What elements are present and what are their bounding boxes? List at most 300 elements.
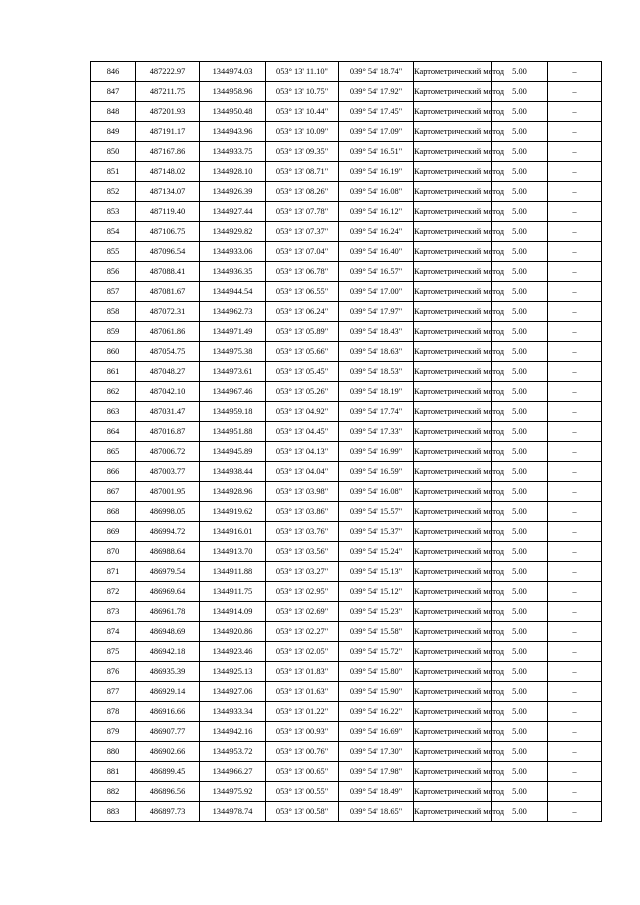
accuracy-cell: 5.00 — [492, 562, 548, 582]
longitude-cell: 039° 54' 15.58" — [339, 622, 414, 642]
table-row — [91, 202, 602, 222]
point-number-cell: 867 — [91, 482, 136, 502]
accuracy-cell: 5.00 — [492, 82, 548, 102]
method-cell: Картометрический метод — [414, 262, 492, 282]
longitude-cell: 039° 54' 17.97" — [339, 302, 414, 322]
latitude-cell: 053° 13' 00.93" — [266, 722, 339, 742]
longitude-cell: 039° 54' 16.51" — [339, 142, 414, 162]
x-coordinate-cell: 487222.97 — [136, 62, 200, 82]
point-number-cell: 864 — [91, 422, 136, 442]
note-cell: – — [548, 362, 602, 382]
point-number-cell: 875 — [91, 642, 136, 662]
table-row — [91, 682, 602, 702]
note-cell: – — [548, 762, 602, 782]
accuracy-cell: 5.00 — [492, 642, 548, 662]
method-cell: Картометрический метод — [414, 562, 492, 582]
method-cell: Картометрический метод — [414, 742, 492, 762]
accuracy-cell: 5.00 — [492, 462, 548, 482]
point-number-cell: 874 — [91, 622, 136, 642]
note-cell: – — [548, 82, 602, 102]
y-coordinate-cell: 1344975.38 — [200, 342, 266, 362]
longitude-cell: 039° 54' 15.90" — [339, 682, 414, 702]
accuracy-cell: 5.00 — [492, 622, 548, 642]
table-row — [91, 382, 602, 402]
accuracy-cell: 5.00 — [492, 202, 548, 222]
latitude-cell: 053° 13' 01.22" — [266, 702, 339, 722]
latitude-cell: 053° 13' 03.56" — [266, 542, 339, 562]
y-coordinate-cell: 1344953.72 — [200, 742, 266, 762]
x-coordinate-cell: 486896.56 — [136, 782, 200, 802]
accuracy-cell: 5.00 — [492, 522, 548, 542]
table-row — [91, 322, 602, 342]
table-body — [91, 62, 602, 822]
x-coordinate-cell: 487211.75 — [136, 82, 200, 102]
longitude-cell: 039° 54' 18.53" — [339, 362, 414, 382]
y-coordinate-cell: 1344926.39 — [200, 182, 266, 202]
x-coordinate-cell: 487048.27 — [136, 362, 200, 382]
method-cell: Картометрический метод — [414, 202, 492, 222]
table-row — [91, 462, 602, 482]
latitude-cell: 053° 13' 10.44" — [266, 102, 339, 122]
accuracy-cell: 5.00 — [492, 302, 548, 322]
accuracy-cell: 5.00 — [492, 382, 548, 402]
point-number-cell: 850 — [91, 142, 136, 162]
latitude-cell: 053° 13' 05.66" — [266, 342, 339, 362]
point-number-cell: 857 — [91, 282, 136, 302]
y-coordinate-cell: 1344942.16 — [200, 722, 266, 742]
y-coordinate-cell: 1344958.96 — [200, 82, 266, 102]
longitude-cell: 039° 54' 15.23" — [339, 602, 414, 622]
point-number-cell: 870 — [91, 542, 136, 562]
longitude-cell: 039° 54' 15.12" — [339, 582, 414, 602]
longitude-cell: 039° 54' 17.09" — [339, 122, 414, 142]
table-row — [91, 222, 602, 242]
method-cell: Картометрический метод — [414, 602, 492, 622]
x-coordinate-cell: 486907.77 — [136, 722, 200, 742]
note-cell: – — [548, 502, 602, 522]
longitude-cell: 039° 54' 18.63" — [339, 342, 414, 362]
accuracy-cell: 5.00 — [492, 682, 548, 702]
longitude-cell: 039° 54' 17.92" — [339, 82, 414, 102]
point-number-cell: 872 — [91, 582, 136, 602]
longitude-cell: 039° 54' 16.24" — [339, 222, 414, 242]
method-cell: Картометрический метод — [414, 702, 492, 722]
note-cell: – — [548, 302, 602, 322]
longitude-cell: 039° 54' 17.30" — [339, 742, 414, 762]
note-cell: – — [548, 802, 602, 822]
point-number-cell: 881 — [91, 762, 136, 782]
accuracy-cell: 5.00 — [492, 442, 548, 462]
table-row — [91, 582, 602, 602]
point-number-cell: 869 — [91, 522, 136, 542]
method-cell: Картометрический метод — [414, 642, 492, 662]
y-coordinate-cell: 1344966.27 — [200, 762, 266, 782]
table-row — [91, 742, 602, 762]
accuracy-cell: 5.00 — [492, 242, 548, 262]
longitude-cell: 039° 54' 15.72" — [339, 642, 414, 662]
point-number-cell: 854 — [91, 222, 136, 242]
point-number-cell: 853 — [91, 202, 136, 222]
latitude-cell: 053° 13' 04.92" — [266, 402, 339, 422]
table-row — [91, 662, 602, 682]
accuracy-cell: 5.00 — [492, 502, 548, 522]
table-row — [91, 442, 602, 462]
table-row — [91, 82, 602, 102]
point-number-cell: 849 — [91, 122, 136, 142]
accuracy-cell: 5.00 — [492, 542, 548, 562]
method-cell: Картометрический метод — [414, 482, 492, 502]
table-row — [91, 262, 602, 282]
longitude-cell: 039° 54' 18.49" — [339, 782, 414, 802]
method-cell: Картометрический метод — [414, 102, 492, 122]
method-cell: Картометрический метод — [414, 542, 492, 562]
y-coordinate-cell: 1344928.96 — [200, 482, 266, 502]
table-row — [91, 402, 602, 422]
latitude-cell: 053° 13' 01.83" — [266, 662, 339, 682]
accuracy-cell: 5.00 — [492, 662, 548, 682]
latitude-cell: 053° 13' 10.09" — [266, 122, 339, 142]
latitude-cell: 053° 13' 09.35" — [266, 142, 339, 162]
latitude-cell: 053° 13' 08.71" — [266, 162, 339, 182]
longitude-cell: 039° 54' 15.80" — [339, 662, 414, 682]
note-cell: – — [548, 422, 602, 442]
note-cell: – — [548, 262, 602, 282]
method-cell: Картометрический метод — [414, 722, 492, 742]
table-row — [91, 702, 602, 722]
note-cell: – — [548, 662, 602, 682]
latitude-cell: 053° 13' 02.69" — [266, 602, 339, 622]
x-coordinate-cell: 487081.67 — [136, 282, 200, 302]
method-cell: Картометрический метод — [414, 122, 492, 142]
accuracy-cell: 5.00 — [492, 102, 548, 122]
y-coordinate-cell: 1344928.10 — [200, 162, 266, 182]
y-coordinate-cell: 1344959.18 — [200, 402, 266, 422]
note-cell: – — [548, 182, 602, 202]
note-cell: – — [548, 682, 602, 702]
y-coordinate-cell: 1344973.61 — [200, 362, 266, 382]
accuracy-cell: 5.00 — [492, 222, 548, 242]
accuracy-cell: 5.00 — [492, 122, 548, 142]
note-cell: – — [548, 522, 602, 542]
point-number-cell: 880 — [91, 742, 136, 762]
x-coordinate-cell: 486929.14 — [136, 682, 200, 702]
longitude-cell: 039° 54' 15.57" — [339, 502, 414, 522]
y-coordinate-cell: 1344962.73 — [200, 302, 266, 322]
note-cell: – — [548, 102, 602, 122]
accuracy-cell: 5.00 — [492, 782, 548, 802]
x-coordinate-cell: 487054.75 — [136, 342, 200, 362]
method-cell: Картометрический метод — [414, 62, 492, 82]
x-coordinate-cell: 487088.41 — [136, 262, 200, 282]
method-cell: Картометрический метод — [414, 182, 492, 202]
y-coordinate-cell: 1344919.62 — [200, 502, 266, 522]
point-number-cell: 868 — [91, 502, 136, 522]
accuracy-cell: 5.00 — [492, 322, 548, 342]
accuracy-cell: 5.00 — [492, 582, 548, 602]
x-coordinate-cell: 487061.86 — [136, 322, 200, 342]
table-row — [91, 362, 602, 382]
method-cell: Картометрический метод — [414, 782, 492, 802]
method-cell: Картометрический метод — [414, 282, 492, 302]
longitude-cell: 039° 54' 15.24" — [339, 542, 414, 562]
method-cell: Картометрический метод — [414, 622, 492, 642]
note-cell: – — [548, 602, 602, 622]
accuracy-cell: 5.00 — [492, 62, 548, 82]
point-number-cell: 877 — [91, 682, 136, 702]
x-coordinate-cell: 486948.69 — [136, 622, 200, 642]
y-coordinate-cell: 1344933.34 — [200, 702, 266, 722]
longitude-cell: 039° 54' 17.00" — [339, 282, 414, 302]
longitude-cell: 039° 54' 18.43" — [339, 322, 414, 342]
y-coordinate-cell: 1344923.46 — [200, 642, 266, 662]
point-number-cell: 846 — [91, 62, 136, 82]
longitude-cell: 039° 54' 17.98" — [339, 762, 414, 782]
longitude-cell: 039° 54' 16.69" — [339, 722, 414, 742]
point-number-cell: 876 — [91, 662, 136, 682]
note-cell: – — [548, 482, 602, 502]
y-coordinate-cell: 1344911.88 — [200, 562, 266, 582]
x-coordinate-cell: 486961.78 — [136, 602, 200, 622]
method-cell: Картометрический метод — [414, 242, 492, 262]
latitude-cell: 053° 13' 06.78" — [266, 262, 339, 282]
accuracy-cell: 5.00 — [492, 702, 548, 722]
y-coordinate-cell: 1344933.75 — [200, 142, 266, 162]
y-coordinate-cell: 1344920.86 — [200, 622, 266, 642]
y-coordinate-cell: 1344943.96 — [200, 122, 266, 142]
point-number-cell: 883 — [91, 802, 136, 822]
accuracy-cell: 5.00 — [492, 402, 548, 422]
latitude-cell: 053° 13' 02.95" — [266, 582, 339, 602]
longitude-cell: 039° 54' 16.08" — [339, 482, 414, 502]
x-coordinate-cell: 487016.87 — [136, 422, 200, 442]
point-number-cell: 855 — [91, 242, 136, 262]
x-coordinate-cell: 486988.64 — [136, 542, 200, 562]
table-row — [91, 562, 602, 582]
table-row — [91, 482, 602, 502]
point-number-cell: 852 — [91, 182, 136, 202]
note-cell: – — [548, 702, 602, 722]
note-cell: – — [548, 122, 602, 142]
method-cell: Картометрический метод — [414, 162, 492, 182]
x-coordinate-cell: 486897.73 — [136, 802, 200, 822]
method-cell: Картометрический метод — [414, 402, 492, 422]
accuracy-cell: 5.00 — [492, 482, 548, 502]
method-cell: Картометрический метод — [414, 342, 492, 362]
y-coordinate-cell: 1344927.44 — [200, 202, 266, 222]
x-coordinate-cell: 487148.02 — [136, 162, 200, 182]
longitude-cell: 039° 54' 16.22" — [339, 702, 414, 722]
latitude-cell: 053° 13' 11.10" — [266, 62, 339, 82]
note-cell: – — [548, 782, 602, 802]
accuracy-cell: 5.00 — [492, 182, 548, 202]
table-row — [91, 122, 602, 142]
latitude-cell: 053° 13' 00.55" — [266, 782, 339, 802]
x-coordinate-cell: 486998.05 — [136, 502, 200, 522]
table-row — [91, 762, 602, 782]
note-cell: – — [548, 62, 602, 82]
x-coordinate-cell: 487167.86 — [136, 142, 200, 162]
latitude-cell: 053° 13' 07.78" — [266, 202, 339, 222]
x-coordinate-cell: 487006.72 — [136, 442, 200, 462]
x-coordinate-cell: 487191.17 — [136, 122, 200, 142]
latitude-cell: 053° 13' 06.24" — [266, 302, 339, 322]
point-number-cell: 860 — [91, 342, 136, 362]
note-cell: – — [548, 562, 602, 582]
x-coordinate-cell: 487201.93 — [136, 102, 200, 122]
point-number-cell: 882 — [91, 782, 136, 802]
longitude-cell: 039° 54' 16.40" — [339, 242, 414, 262]
table-row — [91, 242, 602, 262]
x-coordinate-cell: 486902.66 — [136, 742, 200, 762]
method-cell: Картометрический метод — [414, 82, 492, 102]
method-cell: Картометрический метод — [414, 502, 492, 522]
latitude-cell: 053° 13' 10.75" — [266, 82, 339, 102]
method-cell: Картометрический метод — [414, 802, 492, 822]
latitude-cell: 053° 13' 00.58" — [266, 802, 339, 822]
x-coordinate-cell: 487042.10 — [136, 382, 200, 402]
accuracy-cell: 5.00 — [492, 282, 548, 302]
longitude-cell: 039° 54' 16.12" — [339, 202, 414, 222]
latitude-cell: 053° 13' 04.13" — [266, 442, 339, 462]
point-number-cell: 863 — [91, 402, 136, 422]
latitude-cell: 053° 13' 04.04" — [266, 462, 339, 482]
table-row — [91, 542, 602, 562]
point-number-cell: 865 — [91, 442, 136, 462]
longitude-cell: 039° 54' 16.08" — [339, 182, 414, 202]
table-row — [91, 802, 602, 822]
y-coordinate-cell: 1344936.35 — [200, 262, 266, 282]
method-cell: Картометрический метод — [414, 362, 492, 382]
method-cell: Картометрический метод — [414, 682, 492, 702]
method-cell: Картометрический метод — [414, 222, 492, 242]
x-coordinate-cell: 487072.31 — [136, 302, 200, 322]
longitude-cell: 039° 54' 16.59" — [339, 462, 414, 482]
table-row — [91, 142, 602, 162]
y-coordinate-cell: 1344916.01 — [200, 522, 266, 542]
x-coordinate-cell: 487096.54 — [136, 242, 200, 262]
note-cell: – — [548, 542, 602, 562]
accuracy-cell: 5.00 — [492, 422, 548, 442]
y-coordinate-cell: 1344911.75 — [200, 582, 266, 602]
y-coordinate-cell: 1344944.54 — [200, 282, 266, 302]
latitude-cell: 053° 13' 01.63" — [266, 682, 339, 702]
method-cell: Картометрический метод — [414, 422, 492, 442]
note-cell: – — [548, 382, 602, 402]
y-coordinate-cell: 1344974.03 — [200, 62, 266, 82]
accuracy-cell: 5.00 — [492, 722, 548, 742]
method-cell: Картометрический метод — [414, 322, 492, 342]
y-coordinate-cell: 1344951.88 — [200, 422, 266, 442]
latitude-cell: 053° 13' 03.76" — [266, 522, 339, 542]
point-number-cell: 879 — [91, 722, 136, 742]
latitude-cell: 053° 13' 04.45" — [266, 422, 339, 442]
table-row — [91, 62, 602, 82]
y-coordinate-cell: 1344933.06 — [200, 242, 266, 262]
method-cell: Картометрический метод — [414, 142, 492, 162]
point-number-cell: 873 — [91, 602, 136, 622]
x-coordinate-cell: 486935.39 — [136, 662, 200, 682]
accuracy-cell: 5.00 — [492, 742, 548, 762]
table-row — [91, 722, 602, 742]
longitude-cell: 039° 54' 16.19" — [339, 162, 414, 182]
latitude-cell: 053° 13' 02.05" — [266, 642, 339, 662]
y-coordinate-cell: 1344938.44 — [200, 462, 266, 482]
longitude-cell: 039° 54' 18.65" — [339, 802, 414, 822]
note-cell: – — [548, 322, 602, 342]
table-row — [91, 102, 602, 122]
point-number-cell: 858 — [91, 302, 136, 322]
x-coordinate-cell: 487134.07 — [136, 182, 200, 202]
table-row — [91, 422, 602, 442]
latitude-cell: 053° 13' 00.65" — [266, 762, 339, 782]
point-number-cell: 856 — [91, 262, 136, 282]
latitude-cell: 053° 13' 00.76" — [266, 742, 339, 762]
longitude-cell: 039° 54' 17.74" — [339, 402, 414, 422]
accuracy-cell: 5.00 — [492, 142, 548, 162]
y-coordinate-cell: 1344978.74 — [200, 802, 266, 822]
longitude-cell: 039° 54' 18.19" — [339, 382, 414, 402]
x-coordinate-cell: 487106.75 — [136, 222, 200, 242]
x-coordinate-cell: 486942.18 — [136, 642, 200, 662]
y-coordinate-cell: 1344913.70 — [200, 542, 266, 562]
x-coordinate-cell: 486899.45 — [136, 762, 200, 782]
table-row — [91, 602, 602, 622]
y-coordinate-cell: 1344950.48 — [200, 102, 266, 122]
latitude-cell: 053° 13' 02.27" — [266, 622, 339, 642]
y-coordinate-cell: 1344975.92 — [200, 782, 266, 802]
x-coordinate-cell: 487031.47 — [136, 402, 200, 422]
longitude-cell: 039° 54' 15.13" — [339, 562, 414, 582]
table-row — [91, 342, 602, 362]
latitude-cell: 053° 13' 03.86" — [266, 502, 339, 522]
point-number-cell: 878 — [91, 702, 136, 722]
note-cell: – — [548, 442, 602, 462]
coordinates-table — [90, 61, 602, 822]
point-number-cell: 848 — [91, 102, 136, 122]
latitude-cell: 053° 13' 08.26" — [266, 182, 339, 202]
longitude-cell: 039° 54' 15.37" — [339, 522, 414, 542]
x-coordinate-cell: 487001.95 — [136, 482, 200, 502]
latitude-cell: 053° 13' 03.27" — [266, 562, 339, 582]
table-row — [91, 622, 602, 642]
table-row — [91, 642, 602, 662]
method-cell: Картометрический метод — [414, 762, 492, 782]
note-cell: – — [548, 282, 602, 302]
point-number-cell: 862 — [91, 382, 136, 402]
latitude-cell: 053° 13' 07.37" — [266, 222, 339, 242]
x-coordinate-cell: 487003.77 — [136, 462, 200, 482]
longitude-cell: 039° 54' 17.33" — [339, 422, 414, 442]
note-cell: – — [548, 642, 602, 662]
note-cell: – — [548, 142, 602, 162]
y-coordinate-cell: 1344945.89 — [200, 442, 266, 462]
point-number-cell: 851 — [91, 162, 136, 182]
note-cell: – — [548, 462, 602, 482]
accuracy-cell: 5.00 — [492, 162, 548, 182]
y-coordinate-cell: 1344914.09 — [200, 602, 266, 622]
note-cell: – — [548, 582, 602, 602]
accuracy-cell: 5.00 — [492, 762, 548, 782]
method-cell: Картометрический метод — [414, 662, 492, 682]
longitude-cell: 039° 54' 17.45" — [339, 102, 414, 122]
latitude-cell: 053° 13' 03.98" — [266, 482, 339, 502]
accuracy-cell: 5.00 — [492, 602, 548, 622]
table-row — [91, 302, 602, 322]
y-coordinate-cell: 1344971.49 — [200, 322, 266, 342]
point-number-cell: 866 — [91, 462, 136, 482]
table-row — [91, 522, 602, 542]
longitude-cell: 039° 54' 16.99" — [339, 442, 414, 462]
